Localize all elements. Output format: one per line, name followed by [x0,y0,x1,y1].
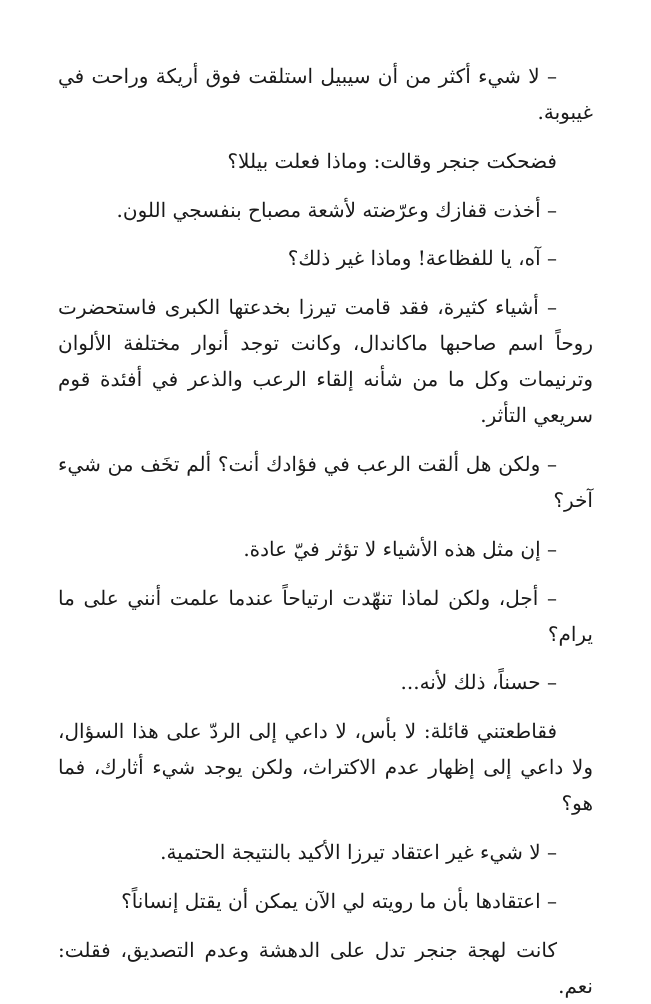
paragraph: فقاطعتني قائلة: لا بأس، لا داعي إلى الردّ على هذا السؤال، ولا داعي إلى إظهار عدم الاكتراث، ولكن يوجد شيء أثارك، فما هو؟ [58,719,593,816]
paragraph: – أجل، ولكن لماذا تنهّدت ارتياحاً عندما علمت أنني على ما يرام؟ [58,585,593,646]
paragraph: – حسناً، ذلك لأنه... [400,670,557,695]
paragraph: كانت لهجة جنجر تدل على الدهشة وعدم التصديق، فقلت: نعم. [58,937,593,998]
book-page [58,58,593,1004]
paragraph: – أشياء كثيرة، فقد قامت تيرزا بخدعتها الكبرى فاستحضرت روحاً اسم صاحبها ماكاندال، وكانت توجد أنوار مختلفة الألوان وترنيمات وكل ما من شأنه إلقاء الرعب والذعر في أفئدة قوم سريعي التأثر. [58,295,593,428]
paragraph: – آه، يا للفظاعة! وماذا غير ذلك؟ [287,246,557,271]
paragraph: – اعتقادها بأن ما رويته لي الآن يمكن أن يقتل إنساناً؟ [121,888,557,913]
paragraph: – لا شيء غير اعتقاد تيرزا الأكيد بالنتيجة الحتمية. [160,839,557,864]
paragraph: – إن مثل هذه الأشياء لا تؤثر فيّ عادة. [243,536,557,561]
paragraph: فضحكت جنجر وقالت: وماذا فعلت بيللا؟ [227,148,557,173]
paragraph: – ولكن هل ألقت الرعب في فؤادك أنت؟ ألم تخَف من شيء آخر؟ [58,451,593,512]
paragraph: – لا شيء أكثر من أن سيبيل استلقت فوق أريكة وراحت في غيبوبة. [58,64,593,124]
paragraph: – أخذت قفازك وعرّضته لأشعة مصباح بنفسجي اللون. [116,197,557,222]
